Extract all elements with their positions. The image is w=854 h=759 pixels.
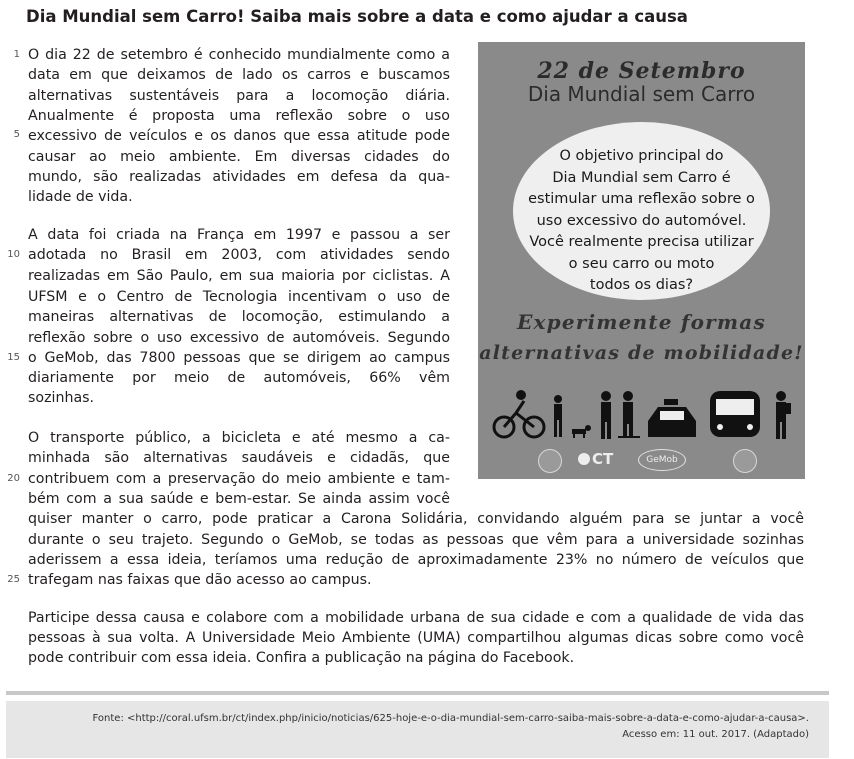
text-line: alternativas sustentáveis para a locomoção diária. xyxy=(28,88,450,104)
hiker-icon xyxy=(776,391,791,439)
bubble-line: Dia Mundial sem Carro é xyxy=(552,169,731,186)
divider xyxy=(6,691,829,695)
text-line: Participe dessa causa e colabore com a mobilidade urbana de sua cidade e com a qualidade de vida das xyxy=(28,610,804,626)
poster-cta-line-1: Experimente formas xyxy=(517,310,766,334)
bus-icon xyxy=(710,391,760,437)
partner-emblem-icon xyxy=(733,449,757,473)
text-line: A data foi criada na França em 1997 e passou a ser xyxy=(28,227,450,243)
text-line: bém com a sua saúde e bem-estar. Se ainda assim você xyxy=(28,491,450,507)
bubble-line: Você realmente precisa utilizar xyxy=(529,234,754,250)
bubble-line: o seu carro ou moto xyxy=(568,255,715,272)
bubble-text xyxy=(513,146,770,297)
text-line: diariamente por meio de automóveis, 66% vêm xyxy=(28,370,450,386)
university-seal-icon xyxy=(538,449,562,473)
bubble-line: estimular uma reflexão sobre o xyxy=(528,191,755,207)
source-access-date: Acesso em: 11 out. 2017. (Adaptado) xyxy=(622,729,809,740)
text-line: excessivo de veículos e os danos que essa atitude pode xyxy=(28,128,450,144)
partner-logos xyxy=(518,447,768,473)
text-line: quiser manter o carro, pode praticar a Carona Solidária, convidando alguém para se juntar a você xyxy=(28,511,804,527)
bubble-line: O objetivo principal do xyxy=(559,148,724,164)
text-line: contribuem com a preservação do meio ambiente e tam- xyxy=(28,471,450,487)
line-number: 20 xyxy=(7,473,20,484)
source-citation xyxy=(6,701,829,758)
cyclist-head-icon xyxy=(516,390,526,400)
bubble-line: uso excessivo do automóvel. xyxy=(536,212,747,229)
text-line: pessoas à sua volta. A Universidade Meio Ambiente (UMA) compartilhou algumas dicas sobre como você xyxy=(28,630,804,646)
campaign-poster xyxy=(478,42,805,479)
text-line: trafegam nas faixas que dão acesso ao campus. xyxy=(28,572,372,588)
line-number: 5 xyxy=(13,129,20,140)
ct-logo: CT xyxy=(578,450,613,468)
text-line: lidade de vida. xyxy=(28,189,133,205)
text-line: sozinhas. xyxy=(28,390,95,406)
text-line: O transporte público, a bicicleta e até mesmo a ca- xyxy=(28,430,450,446)
text-line: aderissem a essa ideia, teríamos uma redução de aproximadamente 23% no número de veículos que xyxy=(28,552,804,568)
line-number: 25 xyxy=(7,574,20,585)
text-line: minhada são alternativas saudáveis e cidadãs, que xyxy=(28,450,450,466)
taxi-icon xyxy=(648,399,696,437)
gemob-logo: GeMob xyxy=(638,449,686,471)
skater-icon xyxy=(618,391,640,438)
text-line: causar ao meio ambiente. Em diversas cidades do xyxy=(28,149,450,165)
dog-icon xyxy=(572,425,591,438)
text-line: maneiras alternativas de locomoção, estimulando a xyxy=(28,309,450,325)
poster-heading: Dia Mundial sem Carro xyxy=(527,82,756,106)
bubble-line: todos os dias? xyxy=(589,277,694,293)
line-number: 10 xyxy=(7,249,20,260)
mobility-icons xyxy=(488,387,798,442)
text-line: mundo, são realizadas atividades em defesa da qua- xyxy=(28,169,450,185)
poster-cta-line-2: alternativas de mobilidade! xyxy=(479,342,804,364)
article-title: Dia Mundial sem Carro! Saiba mais sobre a data e como ajudar a causa xyxy=(26,7,688,26)
speech-bubble xyxy=(513,122,770,300)
text-line: data em que deixamos de lado os carros e buscamos xyxy=(28,67,450,83)
text-line: adotada no Brasil em 2003, com atividades sendo xyxy=(28,247,450,263)
pedestrian-icon xyxy=(601,391,611,439)
text-line: realizadas em São Paulo, em sua maioria por ciclistas. A xyxy=(28,268,450,284)
text-line: UFSM e o Centro de Tecnologia incentivam o uso de xyxy=(28,289,450,305)
source-url: Fonte: <http://coral.ufsm.br/ct/index.php/inicio/noticias/625-hoje-e-o-dia-mundial-sem-carro-saiba-mais-sobre-a-data-e-como-ajudar-a-causa>. xyxy=(92,713,809,724)
line-number: 1 xyxy=(13,49,20,60)
poster-date: 22 de Setembro xyxy=(537,58,746,84)
cyclist-icon xyxy=(494,401,544,437)
text-line: Anualmente é proposta uma reflexão sobre o uso xyxy=(28,108,450,124)
line-number: 15 xyxy=(7,352,20,363)
text-line: o GeMob, das 7800 pessoas que se dirigem ao campus xyxy=(28,350,450,366)
text-line: pode contribuir com essa ideia. Confira a publicação na página do Facebook. xyxy=(28,650,575,666)
text-line: O dia 22 de setembro é conhecido mundialmente como a xyxy=(28,47,450,63)
text-line: durante o seu trajeto. Segundo o GeMob, se todas as pessoas que vêm para a universidade sozinhas xyxy=(28,532,804,548)
text-line: reflexão sobre o uso excessivo de automóveis. Segundo xyxy=(28,330,450,346)
walker-icon xyxy=(554,395,562,437)
